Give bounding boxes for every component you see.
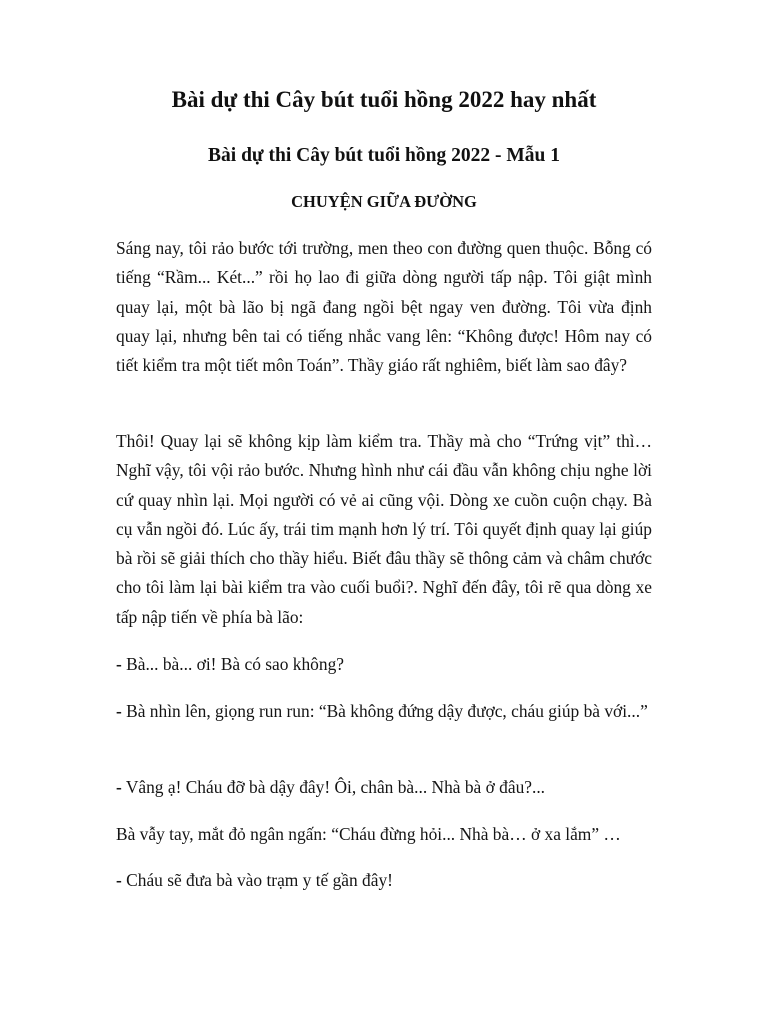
dialogue-dash: - [116, 777, 122, 797]
paragraph [116, 820, 652, 849]
dialogue-dash: - [116, 654, 122, 674]
dialogue-line [116, 650, 652, 679]
paragraph-text: Bà vẫy tay, mắt đỏ ngân ngấn: “Cháu đừng hỏi... Nhà bà… ở xa lắm” … [116, 824, 621, 844]
dialogue-line [116, 866, 652, 895]
paragraph [116, 427, 652, 632]
story-title: CHUYỆN GIỮA ĐƯỜNG [291, 192, 477, 211]
dialogue-text: Bà nhìn lên, giọng run run: “Bà không đứng dậy được, cháu giúp bà với...” [121, 701, 648, 721]
dialogue-line [116, 773, 652, 802]
document-title: Bài dự thi Cây bút tuổi hồng 2022 hay nhất [171, 87, 597, 112]
paragraph-text: Thôi! Quay lại sẽ không kịp làm kiểm tra. Thầy mà cho “Trứng vịt” thì… Nghĩ vậy, tôi vội rảo bước. Nhưng hình như cái đầu vẫn không chịu nghe lời cứ quay nhìn lại. Mọi người có vẻ ai cũng vội. Dòng xe cuồn cuộn chạy. Bà cụ vẫn ngồi đó. Lúc ấy, trái tim mạnh hơn lý trí. Tôi quyết định quay lại giúp bà rồi sẽ giải thích cho thầy hiểu. Biết đâu thầy sẽ thông cảm và châm chước cho tôi làm lại bài kiểm tra vào cuối buổi?. Nghĩ đến đây, tôi rẽ qua dòng xe tấp nập tiến về phía bà lão: [116, 431, 652, 627]
dialogue-line [116, 697, 652, 726]
dialogue-text: Bà... bà... ơi! Bà có sao không? [121, 654, 344, 674]
dialogue-dash: - [116, 701, 122, 721]
dialogue-dash: - [116, 870, 122, 890]
dialogue-text: Cháu sẽ đưa bà vào trạm y tế gần đây! [121, 870, 393, 890]
paragraph [116, 234, 652, 380]
paragraph-text: Sáng nay, tôi rảo bước tới trường, men theo con đường quen thuộc. Bỗng có tiếng “Rầm... Két...” rồi họ lao đi giữa dòng người tấp nập. Tôi giật mình quay lại, một bà lão bị ngã đang ngồi bệt ngay ven đường. Tôi vừa định quay lại, nhưng bên tai có tiếng nhắc vang lên: “Không được! Hôm nay có tiết kiểm tra một tiết môn Toán”. Thầy giáo rất nghiêm, biết làm sao đây? [116, 238, 652, 376]
document-subtitle: Bài dự thi Cây bút tuổi hồng 2022 - Mẫu 1 [208, 145, 560, 166]
dialogue-text: Vâng ạ! Cháu đỡ bà dậy đây! Ôi, chân bà... Nhà bà ở đâu?... [121, 777, 546, 797]
